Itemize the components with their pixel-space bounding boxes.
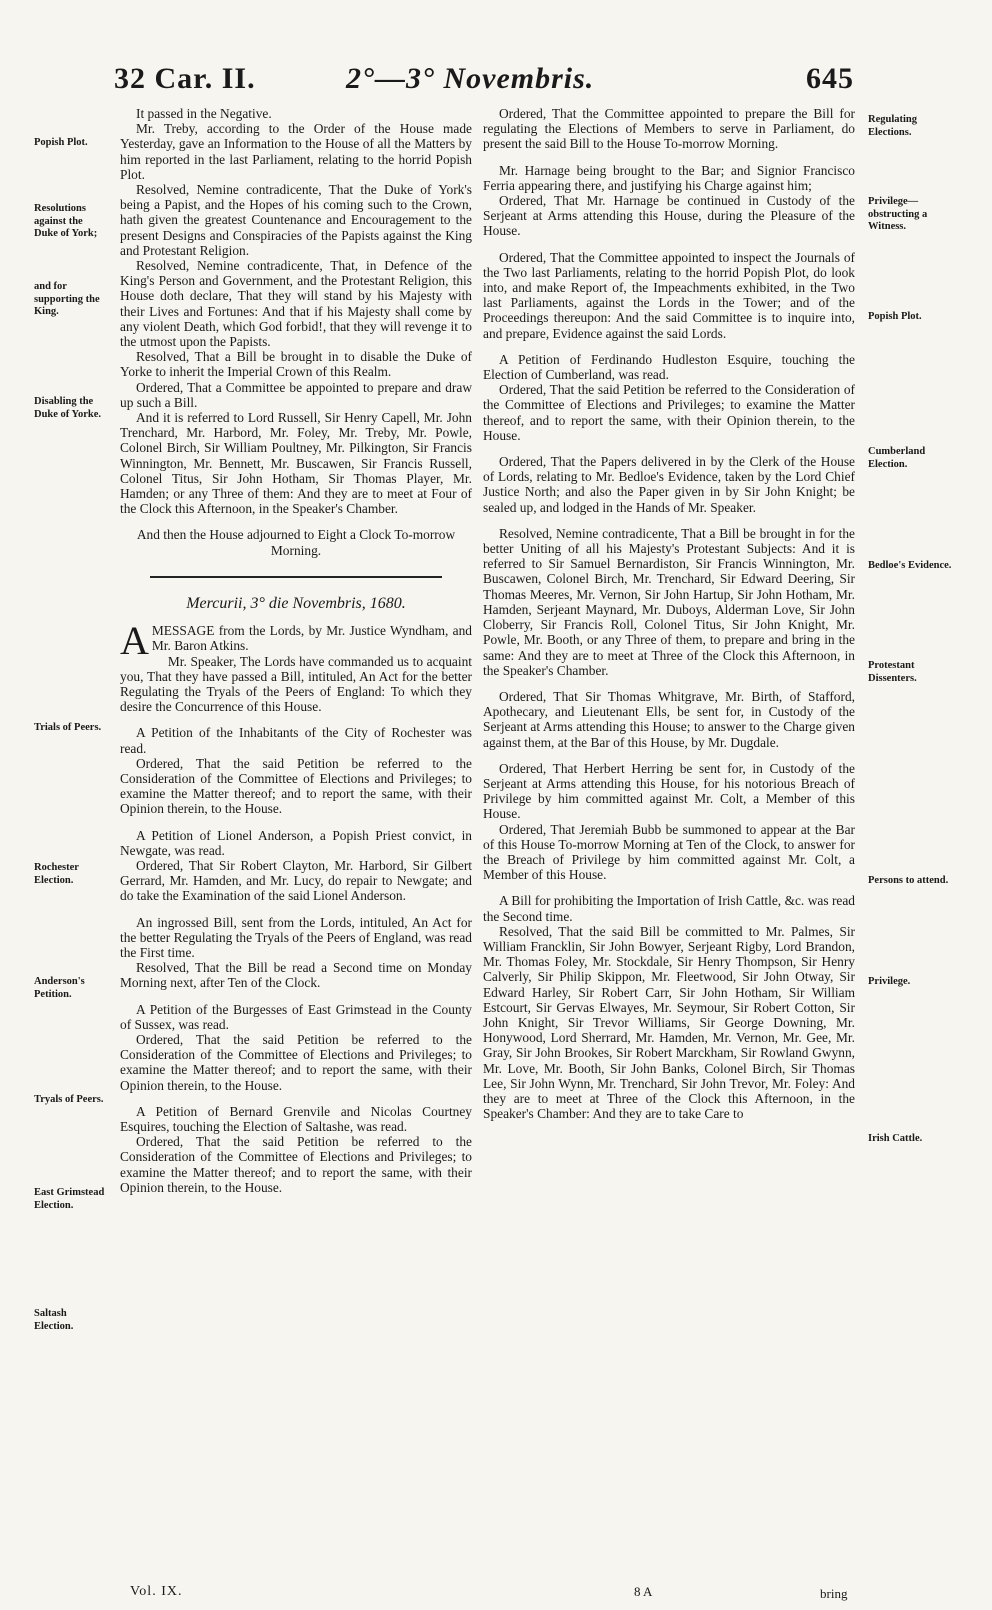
paragraph: Resolved, That the Bill be read a Second time on Monday Morning next, after Ten of the Clock.: [120, 960, 472, 991]
paragraph: Ordered, That the said Petition be referred to the Consideration of the Committee of Elections and Privileges; to examine the Matter thereof; and to report the same, with their Opinion therein, to the House.: [120, 755, 472, 817]
margin-note: Irish Cattle.: [868, 1133, 923, 1144]
page-number: 645: [806, 62, 854, 95]
paragraph: Resolved, Nemine contradicente, That, in Defence of the King's Person and Government, and the Protestant Religion, this House doth declare, That they will stand by his Majesty with their Lives and Fortunes: And that if his Majesty shall come by any violent Death, which God forbid!, that they will revenge it to the utmost upon the Papists.: [120, 258, 472, 350]
margin-note: Persons to attend.: [868, 875, 949, 886]
date-heading: 2°—3° Novembris.: [346, 62, 595, 95]
paragraph: A Bill for prohibiting the Importation of Irish Cattle, &c. was read the Second time.: [483, 893, 855, 924]
margin-note: Tryals of Peers.: [34, 1094, 104, 1105]
running-head: [114, 62, 854, 102]
margin-note: Popish Plot.: [34, 137, 88, 148]
margin-note: Regulating Elections.: [868, 114, 918, 138]
paragraph: Ordered, That the said Petition be referred to the Consideration of the Committee of Elections and Privileges; to examine the Matter thereof; and to report the same, with their Opinion therein, to the House.: [120, 1134, 472, 1195]
regnal-year: 32 Car. II.: [114, 62, 256, 95]
paragraph: Ordered, That the Committee appointed to inspect the Journals of the Two last Parliaments, relating to the horrid Popish Plot, do look into, and make Report of, the Impeachments exhibited, in the Two last Parliaments, against the Lords in the Tower; and of the Proceedings thereupon: And the said Committee is to inquire into, and prepare, Evidence against the said Lords.: [483, 249, 855, 341]
section-rule: [150, 576, 442, 578]
paragraph: Ordered, That the Papers delivered in by the Clerk of the House of Lords, relating to Mr. Bedloe's Evidence, taken by the Lord Chief Justice North; and also the Paper given in by Sir John Knight; be sealed up, and lodged in the Hands of Mr. Speaker.: [483, 454, 855, 515]
paragraph: Ordered, That the said Petition be referred to the Consideration of the Committee of Elections and Privileges; to examine the Matter thereof; and to report the same, with their Opinion therein, to the House.: [120, 1031, 472, 1093]
margin-note: Privilege—obstructing a Witness.: [868, 196, 928, 232]
margin-note: Protestant Dissenters.: [868, 660, 917, 684]
margin-note: and for supporting the King.: [34, 281, 100, 317]
volume-mark: Vol. IX.: [130, 1584, 183, 1599]
paragraph: Ordered, That Jeremiah Bubb be summoned to appear at the Bar of this House To-morrow Morning at Ten of the Clock, to answer for the Breach of Privilege by him committed against Mr. Colt, a Member of this House.: [483, 821, 855, 883]
signature-mark: 8 A: [634, 1584, 653, 1599]
margin-note: Rochester Election.: [34, 862, 79, 886]
paragraph: A Petition of Bernard Grenvile and Nicolas Courtney Esquires, touching the Election of Saltashe, was read.: [120, 1103, 472, 1134]
margin-note: Anderson's Petition.: [34, 976, 85, 1000]
paragraph: It passed in the Negative.: [136, 106, 272, 121]
paragraph: A Petition of Lionel Anderson, a Popish Priest convict, in Newgate, was read.: [120, 827, 472, 858]
day-heading: Mercurii, 3° die Novembris, 1680.: [186, 594, 406, 612]
margin-note: Privilege.: [868, 976, 911, 987]
catchword: bring: [820, 1586, 848, 1601]
paragraph: Resolved, Nemine contradicente, That the Duke of York's being a Papist, and the Hopes of his coming such to the Crown, hath given the greatest Countenance and Encouragement to the present Designs and Conspiracies of the Papists against the King and Protestant Religion.: [120, 182, 472, 258]
paragraph: Ordered, That Sir Thomas Whitgrave, Mr. Birth, of Stafford, Apothecary, and Lieutenant Ells, be sent for, in Custody of the Serjeant at Arms attending this House; to answer to the Charge given against them, at the Bar of this House, by Mr. Dugdale.: [483, 688, 855, 750]
left-column: [120, 106, 472, 1195]
paragraph: And it is referred to Lord Russell, Sir Henry Capell, Mr. John Trenchard, Mr. Harbord, Mr. Foley, Mr. Treby, Mr. Powle, Colonel Birch, Sir William Poultney, Mr. Pilkington, Sir Francis Winnington, Mr. Bennett, Mr. Buscawen, Sir Francis Russell, Colonel Titus, Sir John Hotham, Sir Thomas Player, Mr. Hamden; or any Three of them: And they are to meet at Four of the Clock this Afternoon, in the Speaker's Chamber.: [120, 410, 472, 517]
paragraph: Resolved, That a Bill be brought in to disable the Duke of Yorke to inherit the Imperial Crown of this Realm.: [120, 349, 472, 380]
margin-note: Bedloe's Evidence.: [868, 560, 952, 571]
paragraph: Ordered, That Mr. Harnage be continued in Custody of the Serjeant at Arms attending this House, during the Pleasure of the House.: [483, 193, 855, 239]
margin-note: Saltash Election.: [34, 1308, 74, 1332]
margin-note: Popish Plot.: [868, 311, 922, 322]
paragraph: A Petition of Ferdinando Hudleston Esquire, touching the Election of Cumberland, was read.: [483, 351, 855, 383]
paragraph: A Petition of the Burgesses of East Grimstead in the County of Sussex, was read.: [120, 1001, 472, 1032]
paragraph: Ordered, That Sir Robert Clayton, Mr. Harbord, Sir Gilbert Gerrard, Mr. Hamden, and Mr. Lucy, do repair to Newgate; and do take the Examination of the said Lionel Anderson.: [120, 857, 472, 904]
paragraph: Ordered, That the said Petition be referred to the Consideration of the Committee of Elections and Privileges; to examine the Matter thereof, and to report the same, with their Opinion therein, to the House.: [483, 382, 855, 443]
paragraph: Resolved, Nemine contradicente, That a Bill be brought in for the better Uniting of all his Majesty's Protestant Subjects: And it is referred to Sir Samuel Bernardiston, Sir Francis Winnington, Mr. Buscawen, Colonel Birch, Mr. Trenchard, Sir Edward Deering, Sir Thomas Meeres, Mr. Vernon, Sir John Hartup, Sir John Hotham, Mr. Hamden, Serjeant Maynard, Mr. Duboys, Alderman Love, Sir John Cloberry, Sir Francis Roll, Colonel Titus, Sir John Knight, Mr. Powle, Mr. Booth, or any Three of them, to prepare and bring in the same: And they are to meet at Three of the Clock this Afternoon, in the Speaker's Chamber.: [483, 525, 855, 678]
paragraph: And then the House adjourned to Eight a Clock To-morrow Morning.: [136, 527, 456, 558]
margin-note: East Grimstead Election.: [34, 1187, 105, 1211]
paragraph: Mr. Speaker, The Lords have commanded us to acquaint you, That they have passed a Bill, intituled, An Act for the better Regulating the Tryals of the Peers of England: To which they desire the Concurrence of this House.: [120, 653, 472, 715]
right-paragraphs: [483, 106, 855, 1121]
margin-note: Trials of Peers.: [34, 722, 102, 733]
drop-cap: A: [120, 618, 149, 664]
paragraph: Ordered, That the Committee appointed to prepare the Bill for regulating the Elections of Members to serve in Parliament, do present the said Bill to the House To-morrow Morning.: [483, 106, 855, 152]
paragraph: Mr. Treby, according to the Order of the House made Yesterday, gave an Information to the House of all the Matters by him reported in the last Parliament, relating to the horrid Popish Plot.: [120, 121, 472, 182]
margin-note: Cumberland Election.: [868, 446, 926, 470]
paragraph: Ordered, That a Committee be appointed to prepare and draw up such a Bill.: [120, 379, 472, 410]
paragraph: An ingrossed Bill, sent from the Lords, intituled, An Act for the better Regulating the Tryals of the Peers of England, was read the First time.: [120, 914, 472, 960]
right-column: [483, 106, 855, 1121]
left-paragraphs-2: [120, 654, 472, 1196]
paragraph: Ordered, That Herbert Herring be sent for, in Custody of the Serjeant at Arms attending this House, for his notorious Breach of Privilege by him committed against Mr. Colt, a Member of this House.: [483, 760, 855, 822]
message-paragraph: [120, 618, 472, 664]
left-paragraphs: [120, 106, 472, 558]
margin-note: Resolutions against the Duke of York;: [34, 203, 98, 239]
margin-note: Disabling the Duke of Yorke.: [34, 396, 101, 420]
paragraph: Resolved, That the said Bill be committed to Mr. Palmes, Sir William Francklin, Sir John Bowyer, Serjeant Rigby, Lord Brandon, Mr. Thomas Foley, Mr. Stockdale, Sir Henry Thompson, Sir Henry Calverly, Sir Philip Skippon, Mr. Fleetwood, Sir John Otway, Sir Edward Harley, Sir Robert Carr, Sir John Hotham, Sir William Estcourt, Sir Gervas Elwayes, Mr. Seymour, Sir Robert Cotton, Sir John Knight, Sir Trevor Williams, Sir George Downing, Mr. Honywood, Lord Sherrard, Mr. Hamden, Mr. Vernon, Mr. Gee, Mr. Gray, Sir John Brookes, Sir Robert Marckham, Sir Rowland Gwynn, Mr. Love, Mr. Booth, Sir John Banks, Colonel Birch, Sir Thomas Lee, Sir John Wynn, Mr. Trenchard, Sir John Trevor, Mr. Foley: And they are to meet at Three of the Clock this Afternoon, in the Speaker's Chamber: And they are to take Care to: [483, 923, 855, 1122]
paragraph: A Petition of the Inhabitants of the City of Rochester was read.: [120, 725, 472, 756]
paragraph: Mr. Harnage being brought to the Bar; and Signior Francisco Ferria appearing there, and justifying his Charge against him;: [483, 162, 855, 193]
message-text: MESSAGE from the Lords, by Mr. Justice Wyndham, and Mr. Baron Atkins.: [151, 623, 472, 654]
